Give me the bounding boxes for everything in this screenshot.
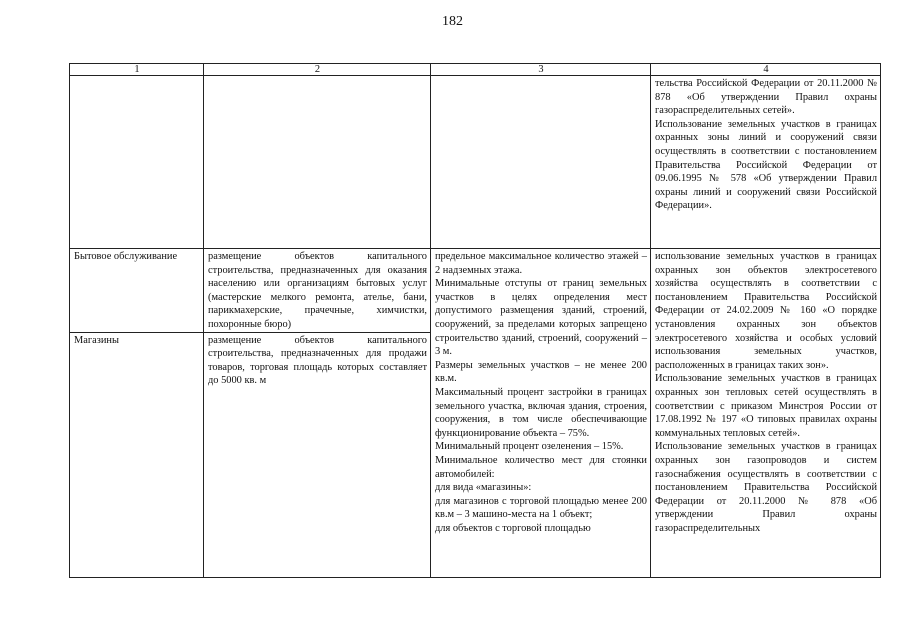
header-cell-4: 4 xyxy=(651,64,881,76)
restriction-paragraph: использование земельных участков в границах охранных зон объектов электросетевого хозяйства осуществлять в соответствии с постановлением Правительства Российской Федерации от 24.02.2009 № 160 «О порядке установления охранных зон объектов электросетевого хозяйства и особых условий использования земельных участков, расположенных в границах таких зон». xyxy=(655,251,877,371)
param-paragraph: Минимальные отступы от границ земельных участков в целях определения мест допустимого размещения зданий, строений, сооружений, за пределами которых запрещено строительство зданий, строений, сооружений – 3 м. xyxy=(435,278,647,358)
cont-paragraph: тельства Российской Федерации от 20.11.2000 № 878 «Об утверждении Правил охраны газораспределительных сетей». xyxy=(655,78,877,117)
table-row xyxy=(70,249,881,333)
use-description: размещение объектов капитального строительства, предназначенных для продажи товаров, торговая площадь которых составляет до 5000 кв. м xyxy=(204,332,431,577)
cont-paragraph: Использование земельных участков в границах охранных зоны линий и сооружений связи осуществлять в соответствии с постановлением Правительства Российской Федерации от 09.06.1995 № 578 «Об утверждении Правил охраны линий и сооружений связи Российской Федерации». xyxy=(655,118,877,212)
cont-cell-1 xyxy=(70,76,204,249)
restriction-paragraph: Использование земельных участков в границах охранных зон газопроводов и систем газоснабжения осуществлять в соответствии с постановлением Правительства Российской Федерации от 20.11.2000 № 878 «Об утверждении Правил охраны газораспределительных xyxy=(655,441,877,534)
cont-cell-4 xyxy=(651,76,881,249)
parameters-cell xyxy=(431,249,651,578)
use-name: Бытовое обслуживание xyxy=(70,249,204,333)
param-paragraph: Минимальное количество мест для стоянки автомобилей: xyxy=(435,454,647,480)
param-paragraph: для вида «магазины»: xyxy=(435,482,532,494)
header-cell-1: 1 xyxy=(70,64,204,76)
param-paragraph: Максимальный процент застройки в границах земельного участка, включая здания, строения, сооружения, в том числе обеспечивающие функционирование объекта – 75%. xyxy=(435,386,647,439)
param-paragraph: Размеры земельных участков – не менее 200 кв.м. xyxy=(435,359,647,385)
use-description: размещение объектов капитального строительства, предназначенных для оказания населению или организациям бытовых услуг (мастерские мелкого ремонта, ателье, бани, парикмахерские, прачечные, химчистки, похоронные бюро) xyxy=(204,249,431,333)
header-cell-2: 2 xyxy=(204,64,431,76)
header-row xyxy=(70,64,881,76)
land-use-table xyxy=(69,63,881,578)
cont-cell-3 xyxy=(431,76,651,249)
cont-cell-2 xyxy=(204,76,431,249)
continuation-row xyxy=(70,76,881,249)
restriction-paragraph: Использование земельных участков в границах охранных зон тепловых сетей осуществлять в соответствии с приказом Минстроя России от 17.08.1992 № 197 «О типовых правилах охраны коммунальных тепловых сетей». xyxy=(655,373,877,439)
param-paragraph: Минимальный процент озеленения – 15%. xyxy=(435,441,624,453)
header-cell-3: 3 xyxy=(431,64,651,76)
param-paragraph: для магазинов с торговой площадью менее 200 кв.м – 3 машино-места на 1 объект; xyxy=(435,495,647,521)
page-number: 182 xyxy=(442,14,463,29)
use-name: Магазины xyxy=(70,332,204,577)
param-paragraph: для объектов с торговой площадью xyxy=(435,522,591,534)
restrictions-cell xyxy=(651,249,881,578)
param-paragraph: предельное максимальное количество этажей – 2 надземных этажа. xyxy=(435,251,647,276)
